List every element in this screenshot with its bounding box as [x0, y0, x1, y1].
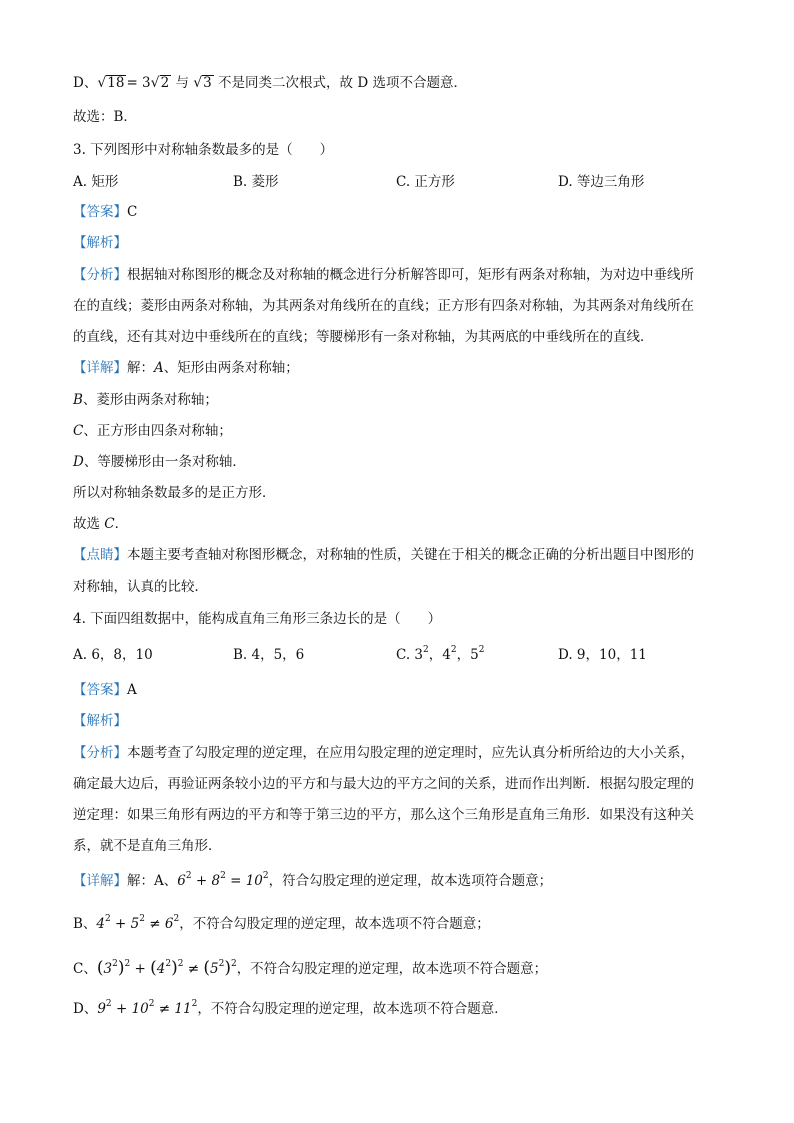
operator: + — [130, 961, 151, 977]
base: 3 — [103, 961, 113, 977]
q3-dianjing-line-1 — [73, 545, 694, 565]
q3-option-b: B. 菱形 — [233, 174, 279, 190]
q4-detail-c — [73, 956, 547, 981]
choose-prefix: 故选 — [73, 516, 105, 532]
base: 4 — [156, 961, 166, 977]
q2-d-mid: 与 — [171, 75, 194, 91]
answer-value: A — [127, 682, 137, 698]
detail-prefix: 解： — [127, 360, 154, 376]
q4-answer — [73, 680, 137, 700]
q4-fenxi-line-2: 确定最大边后，再验证两条较小边的平方和与最大边的平方之间的关系，进而作出判断．根据勾股定理的 — [73, 776, 694, 792]
exponent: 2 — [105, 914, 111, 924]
detail-letter: B — [73, 392, 83, 408]
detail-tag: 【详解】 — [73, 873, 127, 889]
q2-d-text: 不是同类二次根式，故 D 选项不合题意． — [213, 75, 467, 91]
q2-option-d-line — [73, 73, 467, 93]
q4-analysis-tag: 【解析】 — [73, 713, 127, 729]
paren-icon: ( — [96, 958, 104, 978]
base: 8 — [211, 873, 221, 889]
q3-option-d: D. 等边三角形 — [558, 174, 645, 190]
q4-detail-a — [73, 871, 552, 891]
answer-tag: 【答案】 — [73, 204, 127, 220]
q3-option-a: A. 矩形 — [73, 174, 119, 190]
opt-c-part: C. 3 — [396, 647, 424, 663]
answer-tag: 【答案】 — [73, 682, 127, 698]
fenxi-text: 本题考查了勾股定理的逆定理，在应用勾股定理的逆定理时，应先认真分析所给边的大小关系， — [127, 745, 694, 761]
fenxi-text: 根据轴对称图形的概念及对称轴的概念进行分析解答即可，矩形有两条对称轴，为对边中垂线所 — [127, 267, 694, 283]
detail-letter: D — [73, 454, 84, 470]
q4-option-b: B. 4，5，6 — [233, 647, 305, 663]
q3-option-c: C. 正方形 — [396, 174, 455, 190]
choose-letter: C — [104, 516, 115, 532]
exponent: 2 — [191, 999, 198, 1009]
operator: ≠ — [183, 961, 204, 977]
detail-text: 、等腰梯形由一条对称轴． — [83, 454, 246, 470]
detail-prefix: D、 — [73, 1001, 98, 1017]
detail-text: ，符合勾股定理的逆定理，故本选项符合题意； — [268, 873, 553, 889]
exponent: 2 — [165, 959, 172, 969]
sqrt-icon: √ — [150, 75, 160, 91]
exponent: 2 — [262, 871, 269, 881]
base: 4 — [96, 916, 106, 932]
exponent: 2 — [185, 871, 192, 881]
base: 5 — [130, 916, 140, 932]
q3-stem: 3. 下列图形中对称轴条数最多的是（ ） — [73, 142, 334, 158]
operator: = — [225, 873, 246, 889]
q4-detail-b — [73, 914, 490, 934]
exponent: 2 — [124, 959, 131, 969]
equation-part: = 3 — [126, 75, 151, 91]
exponent: 2 — [218, 959, 225, 969]
detail-tag: 【详解】 — [73, 360, 127, 376]
q4-fenxi-line-3: 逆定理：如果三角形有两边的平方和等于第三边的平方，那么这个三角形是直角三角形．如果没有这种关 — [73, 807, 694, 823]
operator: + — [111, 1001, 132, 1017]
detail-text: ，不符合勾股定理的逆定理，故本选项不符合题意； — [179, 916, 490, 932]
choose-suffix: ． — [114, 516, 129, 532]
detail-text: 、菱形由两条对称轴； — [82, 392, 218, 408]
q3-detail-line-1 — [73, 358, 299, 378]
operator: + — [191, 873, 212, 889]
base: 11 — [174, 1001, 192, 1017]
opt-c-part: ，5 — [456, 647, 479, 663]
base: 5 — [209, 961, 219, 977]
detail-text: 、正方形由四条对称轴； — [83, 423, 232, 439]
operator: ≠ — [144, 916, 165, 932]
q3-fenxi-line-2: 在的直线；菱形由两条对称轴，为其两条对角线所在的直线；正方形有四条对称轴，为其两条对角线所在 — [73, 298, 694, 314]
q4-fenxi-line-4: 系，就不是直角三角形． — [73, 838, 222, 854]
sqrt-icon: √ — [97, 75, 107, 91]
q2-d-prefix: D、 — [73, 75, 98, 91]
detail-text: ，不符合勾股定理的逆定理，故本选项不符合题意． — [197, 1001, 508, 1017]
exponent: 2 — [148, 999, 155, 1009]
radicand: 18 — [107, 75, 125, 91]
paren-icon: ) — [117, 958, 125, 978]
answer-value: C — [127, 204, 138, 220]
paren-icon: ( — [150, 958, 157, 978]
exponent: 2 — [230, 959, 237, 969]
exponent: 2 — [177, 959, 184, 969]
base: 9 — [97, 1001, 106, 1017]
base: 6 — [164, 916, 174, 932]
q3-conclusion: 所以对称轴条数最多的是正方形． — [73, 485, 276, 501]
base: 10 — [131, 1001, 149, 1017]
q3-analysis-tag: 【解析】 — [73, 235, 127, 251]
q4-option-c — [396, 645, 484, 665]
exponent: 2 — [450, 645, 457, 655]
opt-c-part: ，4 — [428, 647, 451, 663]
detail-text: 、矩形由两条对称轴； — [163, 360, 299, 376]
detail-prefix: B、 — [73, 916, 97, 932]
q4-detail-d — [73, 999, 508, 1019]
q3-detail-line-4 — [73, 452, 246, 472]
q3-answer — [73, 202, 137, 222]
detail-letter: A — [154, 360, 164, 376]
radicand: 3 — [203, 75, 212, 91]
fenxi-tag: 【分析】 — [73, 267, 127, 283]
exponent: 2 — [423, 645, 429, 655]
q4-stem: 4. 下面四组数据中，能构成直角三角形三条边长的是（ ） — [73, 611, 442, 627]
detail-prefix: C、 — [73, 961, 97, 977]
radicand: 2 — [160, 75, 170, 91]
exponent: 2 — [139, 914, 145, 924]
q3-detail-line-2 — [73, 390, 218, 410]
exponent: 2 — [112, 959, 118, 969]
q4-option-a: A. 6，8，10 — [73, 647, 153, 663]
operator: + — [110, 916, 131, 932]
exponent: 2 — [105, 999, 112, 1009]
detail-text: ，不符合勾股定理的逆定理，故本选项不符合题意； — [236, 961, 548, 977]
exponent: 2 — [173, 914, 180, 924]
paren-icon: ) — [171, 958, 178, 978]
base: 10 — [245, 873, 263, 889]
q4-fenxi-line-1 — [73, 743, 694, 763]
q3-detail-line-3 — [73, 421, 232, 441]
paren-icon: ) — [224, 958, 231, 978]
q3-choose — [73, 514, 128, 534]
fenxi-tag: 【分析】 — [73, 745, 127, 761]
dianjing-tag: 【点睛】 — [73, 547, 127, 563]
operator: ≠ — [154, 1001, 175, 1017]
q4-option-d: D. 9，10，11 — [558, 647, 647, 663]
q3-dianjing-line-2: 对称轴，认真的比较． — [73, 579, 208, 595]
exponent: 2 — [220, 871, 226, 881]
base: 6 — [177, 873, 186, 889]
q3-fenxi-line-3: 的直线，还有其对边中垂线所在的直线；等腰梯形有一条对称轴，为其两底的中垂线所在的直线． — [73, 329, 654, 345]
dianjing-text: 本题主要考查轴对称图形概念，对称轴的性质，关键在于相关的概念正确的分析出题目中图形的 — [127, 547, 694, 563]
paren-icon: ( — [203, 958, 210, 978]
detail-prefix: 解：A、 — [127, 873, 178, 889]
detail-letter: C — [73, 423, 84, 439]
q2-choose: 故选：B． — [73, 109, 137, 125]
q3-fenxi-line-1 — [73, 265, 694, 285]
sqrt-icon: √ — [193, 75, 203, 91]
exponent: 2 — [478, 645, 485, 655]
